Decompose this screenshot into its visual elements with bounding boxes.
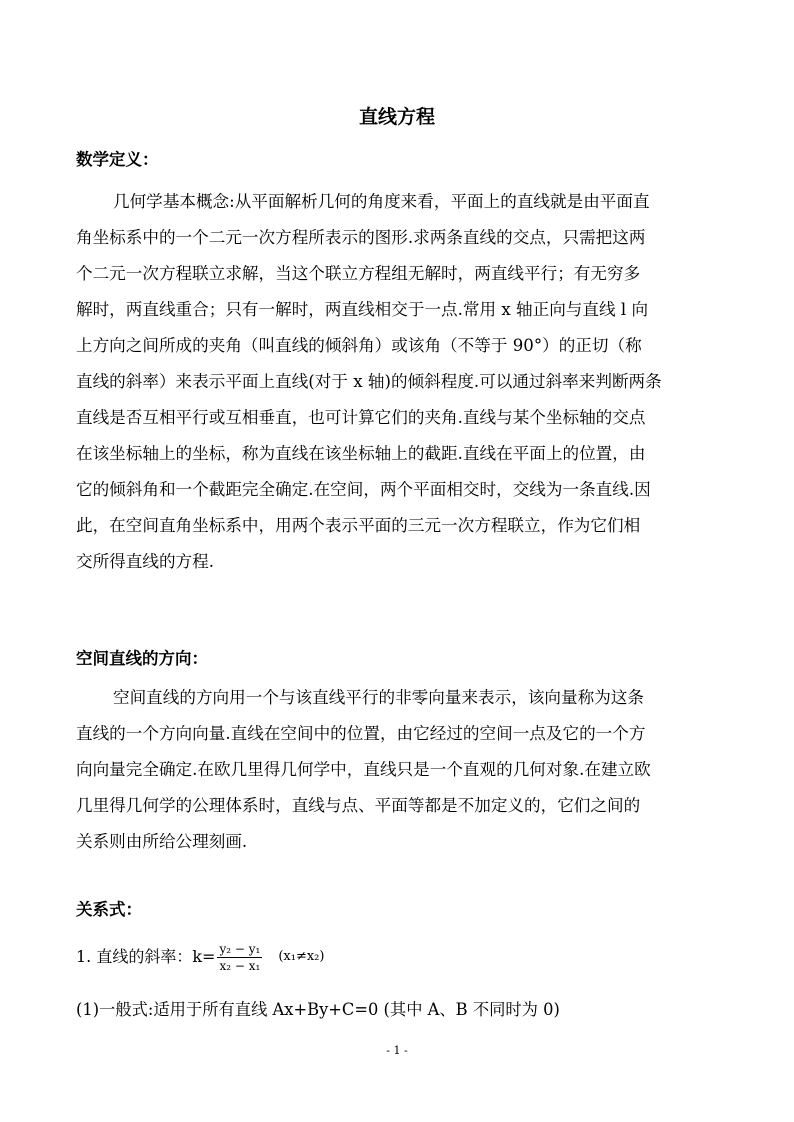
paragraph-line: 几里得几何学的公理体系时，直线与点、平面等都是不加定义的，它们之间的 — [76, 796, 641, 815]
paragraph-line: 直线的斜率）来表示平面上直线(对于 x 轴)的倾斜程度.可以通过斜率来判断两条 — [76, 372, 662, 391]
page-title: 直线方程 — [358, 106, 435, 128]
fraction-numerator: y₂ − y₁ — [219, 941, 261, 956]
paragraph-direction — [76, 680, 718, 860]
general-form-line: (1)一般式:适用于所有直线 Ax+By+C=0 (其中 A、B 不同时为 0) — [76, 1000, 560, 1019]
paragraph-line: 角坐标系中的一个二元一次方程所表示的图形.求两条直线的交点，只需把这两 — [76, 228, 646, 247]
paragraph-line: 此，在空间直角坐标系中，用两个表示平面的三元一次方程联立，作为它们相 — [76, 516, 641, 535]
paragraph-line: 向向量完全确定.在欧几里得几何学中，直线只是一个直观的几何对象.在建立欧 — [76, 760, 651, 779]
formula-condition: (x₁≠x₂) — [278, 949, 325, 964]
paragraph-line: 直线的一个方向向量.直线在空间中的位置，由它经过的空间一点及它的一个方 — [76, 724, 646, 743]
paragraph-line: 它的倾斜角和一个截距完全确定.在空间，两个平面相交时，交线为一条直线.因 — [76, 480, 651, 499]
paragraph-line: 空间直线的方向用一个与该直线平行的非零向量来表示，该向量称为这条 — [113, 688, 644, 707]
page-number: - 1 - — [386, 1044, 408, 1057]
paragraph-line: 解时，两直线重合；只有一解时，两直线相交于一点.常用 x 轴正向与直线 l 向 — [76, 300, 649, 319]
paragraph-line: 几何学基本概念:从平面解析几何的角度来看，平面上的直线就是由平面直 — [113, 192, 650, 211]
fraction-denominator: x₂ − x₁ — [219, 958, 261, 973]
paragraph-line: 上方向之间所成的夹角（叫直线的倾斜角）或该角（不等于 90°）的正切（称 — [76, 336, 642, 355]
section-heading-direction: 空间直线的方向： — [76, 649, 208, 668]
paragraph-line: 直线是否互相平行或互相垂直，也可计算它们的夹角.直线与某个坐标轴的交点 — [76, 408, 646, 427]
formula-prefix: 1. 直线的斜率：k= — [76, 947, 216, 966]
slope-formula — [76, 937, 324, 977]
paragraph-line: 个二元一次方程联立求解，当这个联立方程组无解时，两直线平行；有无穷多 — [76, 264, 641, 283]
paragraph-line: 关系则由所给公理刻画. — [76, 832, 248, 851]
paragraph-definition — [76, 184, 718, 580]
section-heading-definition: 数学定义： — [76, 150, 159, 169]
paragraph-line: 在该坐标轴上的坐标，称为直线在该坐标轴上的截距.直线在平面上的位置，由 — [76, 444, 646, 463]
slope-fraction — [217, 941, 262, 974]
paragraph-line: 交所得直线的方程. — [76, 552, 215, 571]
section-heading-relations: 关系式： — [76, 900, 142, 919]
